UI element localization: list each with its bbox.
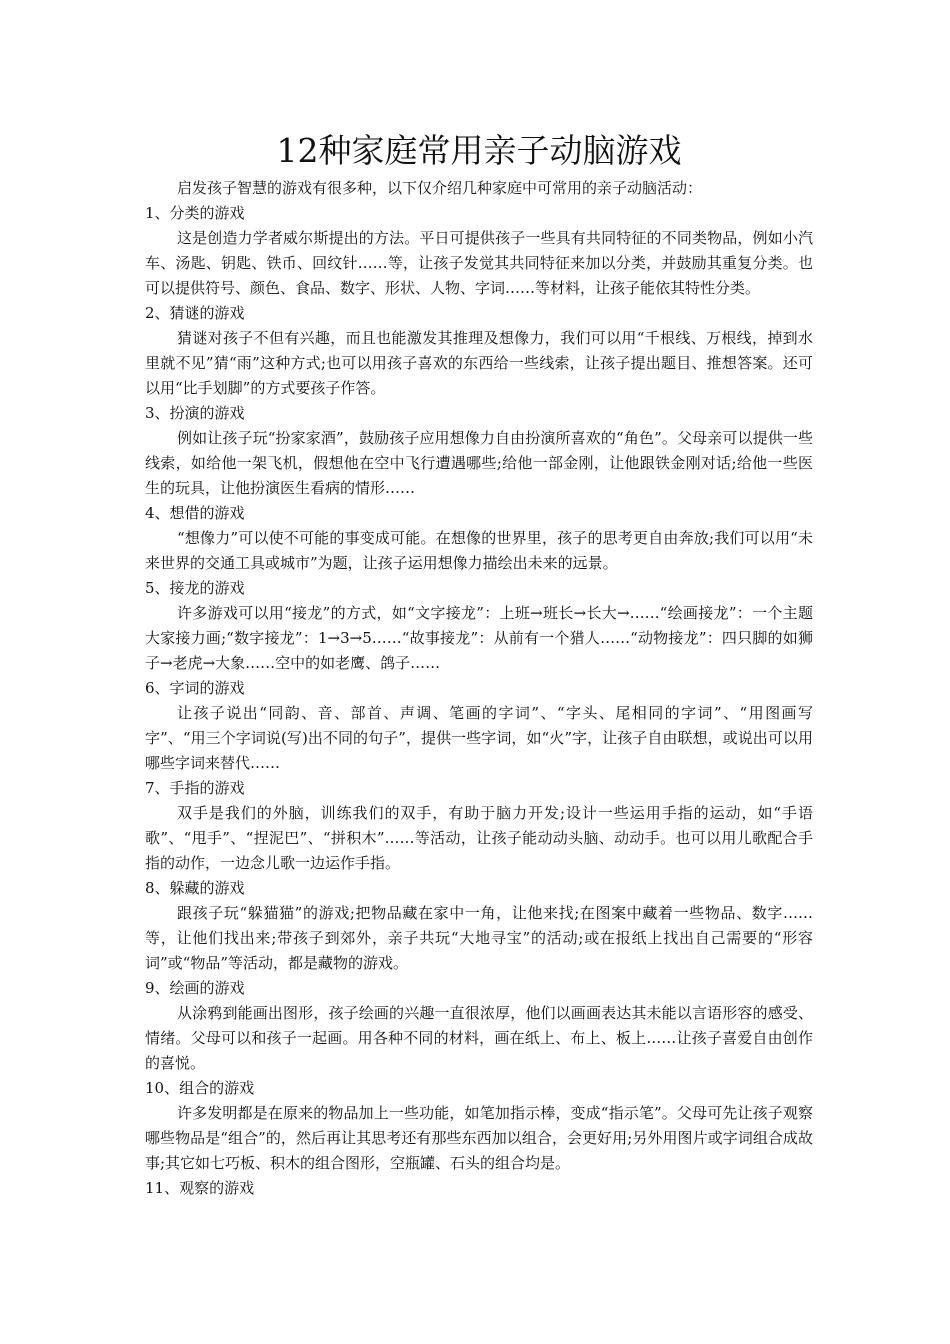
section-7 <box>145 776 813 876</box>
section-heading: 11、观察的游戏 <box>145 1179 255 1197</box>
section-paragraph: 这是创造力学者威尔斯提出的方法。平日可提供孩子一些具有共同特征的不同类物品，例如小汽车、汤匙、钥匙、铁币、回纹针……等，让孩子发觉其共同特征来加以分类，并鼓励其重复分类。也可以提供符号、颜色、食品、数字、形状、人物、字词……等材料，让孩子能依其特性分类。 <box>145 229 813 297</box>
section-11 <box>145 1176 813 1201</box>
section-paragraph: 双手是我们的外脑，训练我们的双手，有助于脑力开发;设计一些运用手指的运动，如“手语歌”、“甩手”、“捏泥巴”、“拼积木”……等活动，让孩子能动动头脑、动动手。也可以用儿歌配合手指的动作，一边念儿歌一边运作手指。 <box>145 804 813 872</box>
section-9 <box>145 976 813 1076</box>
section-8 <box>145 876 813 976</box>
section-paragraph: 例如让孩子玩“扮家家酒”，鼓励孩子应用想像力自由扮演所喜欢的“角色”。父母亲可以提供一些线索，如给他一架飞机，假想他在空中飞行遭遇哪些;给他一部金刚，让他跟铁金刚对话;给他一些医生的玩具，让他扮演医生看病的情形…… <box>145 429 813 497</box>
section-heading: 1、分类的游戏 <box>145 204 245 222</box>
section-heading: 3、扮演的游戏 <box>145 404 245 422</box>
section-6 <box>145 676 813 776</box>
section-paragraph: 许多游戏可以用“接龙”的方式，如“文字接龙”：上班→班长→长大→……“绘画接龙”：一个主题大家接力画;“数字接龙”：1→3→5……“故事接龙”：从前有一个猎人……“动物接龙”：四只脚的如狮子→老虎→大象……空中的如老鹰、鸽子…… <box>145 604 813 672</box>
section-heading: 4、想借的游戏 <box>145 504 245 522</box>
section-paragraph: 跟孩子玩“躲猫猫”的游戏;把物品藏在家中一角，让他来找;在图案中藏着一些物品、数字……等，让他们找出来;带孩子到郊外，亲子共玩“大地寻宝”的活动;或在报纸上找出自己需要的“形容词”或“物品”等活动，都是藏物的游戏。 <box>145 904 813 972</box>
section-2 <box>145 301 813 401</box>
section-3 <box>145 401 813 501</box>
section-heading: 2、猜谜的游戏 <box>145 304 245 322</box>
section-paragraph: 从涂鸦到能画出图形，孩子绘画的兴趣一直很浓厚，他们以画画表达其未能以言语形容的感受、情绪。父母可以和孩子一起画。用各种不同的材料，画在纸上、布上、板上……让孩子喜爱自由创作的喜悦。 <box>145 1004 813 1072</box>
section-10 <box>145 1076 813 1176</box>
intro-paragraph: 启发孩子智慧的游戏有很多种，以下仅介绍几种家庭中可常用的亲子动脑活动： <box>177 179 703 197</box>
section-4 <box>145 501 813 576</box>
section-heading: 7、手指的游戏 <box>145 779 245 797</box>
section-paragraph: 让孩子说出“同韵、音、部首、声调、笔画的字词”、“字头、尾相同的字词”、“用图画写字”、“用三个字词说(写)出不同的句子”，提供一些字词，如“火”字，让孩子自由联想，或说出可以用哪些字词来替代…… <box>145 704 813 772</box>
section-heading: 5、接龙的游戏 <box>145 579 245 597</box>
section-paragraph: 许多发明都是在原来的物品加上一些功能，如笔加指示棒，变成“指示笔”。父母可先让孩子观察哪些物品是“组合”的，然后再让其思考还有那些东西加以组合，会更好用;另外用图片或字词组合成故事;其它如七巧板、积木的组合图形，空瓶罐、石头的组合均是。 <box>145 1104 813 1172</box>
section-1 <box>145 201 813 301</box>
section-5 <box>145 576 813 676</box>
section-paragraph: “想像力”可以使不可能的事变成可能。在想像的世界里，孩子的思考更自由奔放;我们可以用“未来世界的交通工具或城市”为题，让孩子运用想像力描绘出未来的远景。 <box>145 529 813 572</box>
section-heading: 6、字词的游戏 <box>145 679 245 697</box>
section-paragraph: 猜谜对孩子不但有兴趣，而且也能激发其推理及想像力，我们可以用“千根线、万根线，掉到水里就不见”猜“雨”这种方式;也可以用孩子喜欢的东西给一些线索，让孩子提出题目、推想答案。还可以用“比手划脚”的方式要孩子作答。 <box>145 329 813 397</box>
page-title: 12种家庭常用亲子动脑游戏 <box>276 131 682 170</box>
section-heading: 8、躲藏的游戏 <box>145 879 245 897</box>
document-page <box>145 128 813 1201</box>
section-heading: 9、绘画的游戏 <box>145 979 245 997</box>
section-heading: 10、组合的游戏 <box>145 1079 255 1097</box>
